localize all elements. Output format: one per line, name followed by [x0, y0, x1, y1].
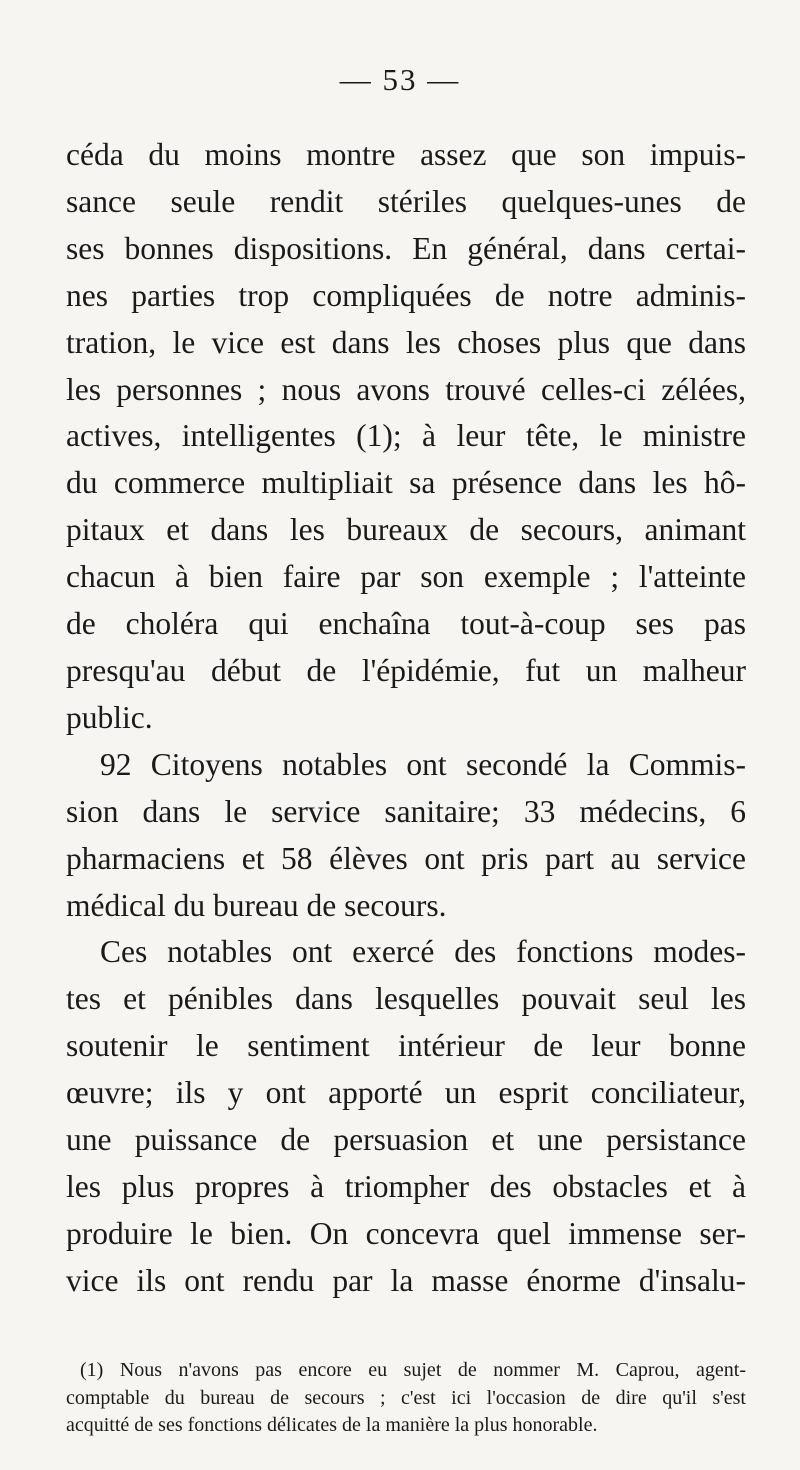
body-line: vice ils ont rendu par la masse énorme d'insalu-: [66, 1262, 746, 1298]
body-line: œuvre; ils y ont apporté un esprit conciliateur,: [66, 1075, 746, 1111]
body-line: public.: [66, 699, 153, 735]
footnote: [66, 1357, 746, 1440]
body-line: produire le bien. On concevra quel immense ser-: [66, 1215, 746, 1251]
body-line: actives, intelligentes (1); à leur tête, le ministre: [66, 418, 746, 454]
body-line: presqu'au début de l'épidémie, fut un malheur: [66, 652, 746, 688]
page-number: — 53 —: [339, 62, 461, 97]
body-line: les plus propres à triompher des obstacles et à: [66, 1168, 746, 1204]
body-line: les personnes ; nous avons trouvé celles-ci zélées,: [66, 371, 746, 407]
body-line: sion dans le service sanitaire; 33 médecins, 6: [66, 793, 746, 829]
body-line: tration, le vice est dans les choses plus que dans: [66, 324, 746, 360]
body-line: médical du bureau de secours.: [66, 887, 447, 923]
body-line: une puissance de persuasion et une persistance: [66, 1122, 746, 1158]
body-line: nes parties trop compliquées de notre adminis-: [66, 277, 746, 313]
footnote-line: (1) Nous n'avons pas encore eu sujet de nommer M. Caprou, agent-: [80, 1359, 746, 1381]
body-line: céda du moins montre assez que son impuis-: [66, 137, 746, 172]
footnote-line: acquitté de ses fonctions délicates de la manière la plus honorable.: [66, 1414, 598, 1436]
body-line: ses bonnes dispositions. En général, dans certai-: [66, 230, 746, 266]
body-line: tes et pénibles dans lesquelles pouvait seul les: [66, 981, 746, 1017]
body-line: chacun à bien faire par son exemple ; l'atteinte: [66, 559, 746, 595]
footnote-line: comptable du bureau de secours ; c'est ici l'occasion de dire qu'il s'est: [66, 1386, 746, 1409]
body-line: soutenir le sentiment intérieur de leur bonne: [66, 1028, 746, 1064]
body-line: Ces notables ont exercé des fonctions modes-: [100, 934, 746, 970]
body-text: [66, 132, 746, 1305]
body-line: sance seule rendit stériles quelques-unes de: [66, 183, 746, 219]
body-line: de choléra qui enchaîna tout-à-coup ses pas: [66, 606, 746, 642]
body-line: du commerce multipliait sa présence dans les hô-: [66, 465, 746, 501]
body-line: 92 Citoyens notables ont secondé la Commis-: [100, 746, 746, 782]
body-line: pitaux et dans les bureaux de secours, animant: [66, 512, 746, 548]
body-line: pharmaciens et 58 élèves ont pris part au service: [66, 840, 746, 876]
